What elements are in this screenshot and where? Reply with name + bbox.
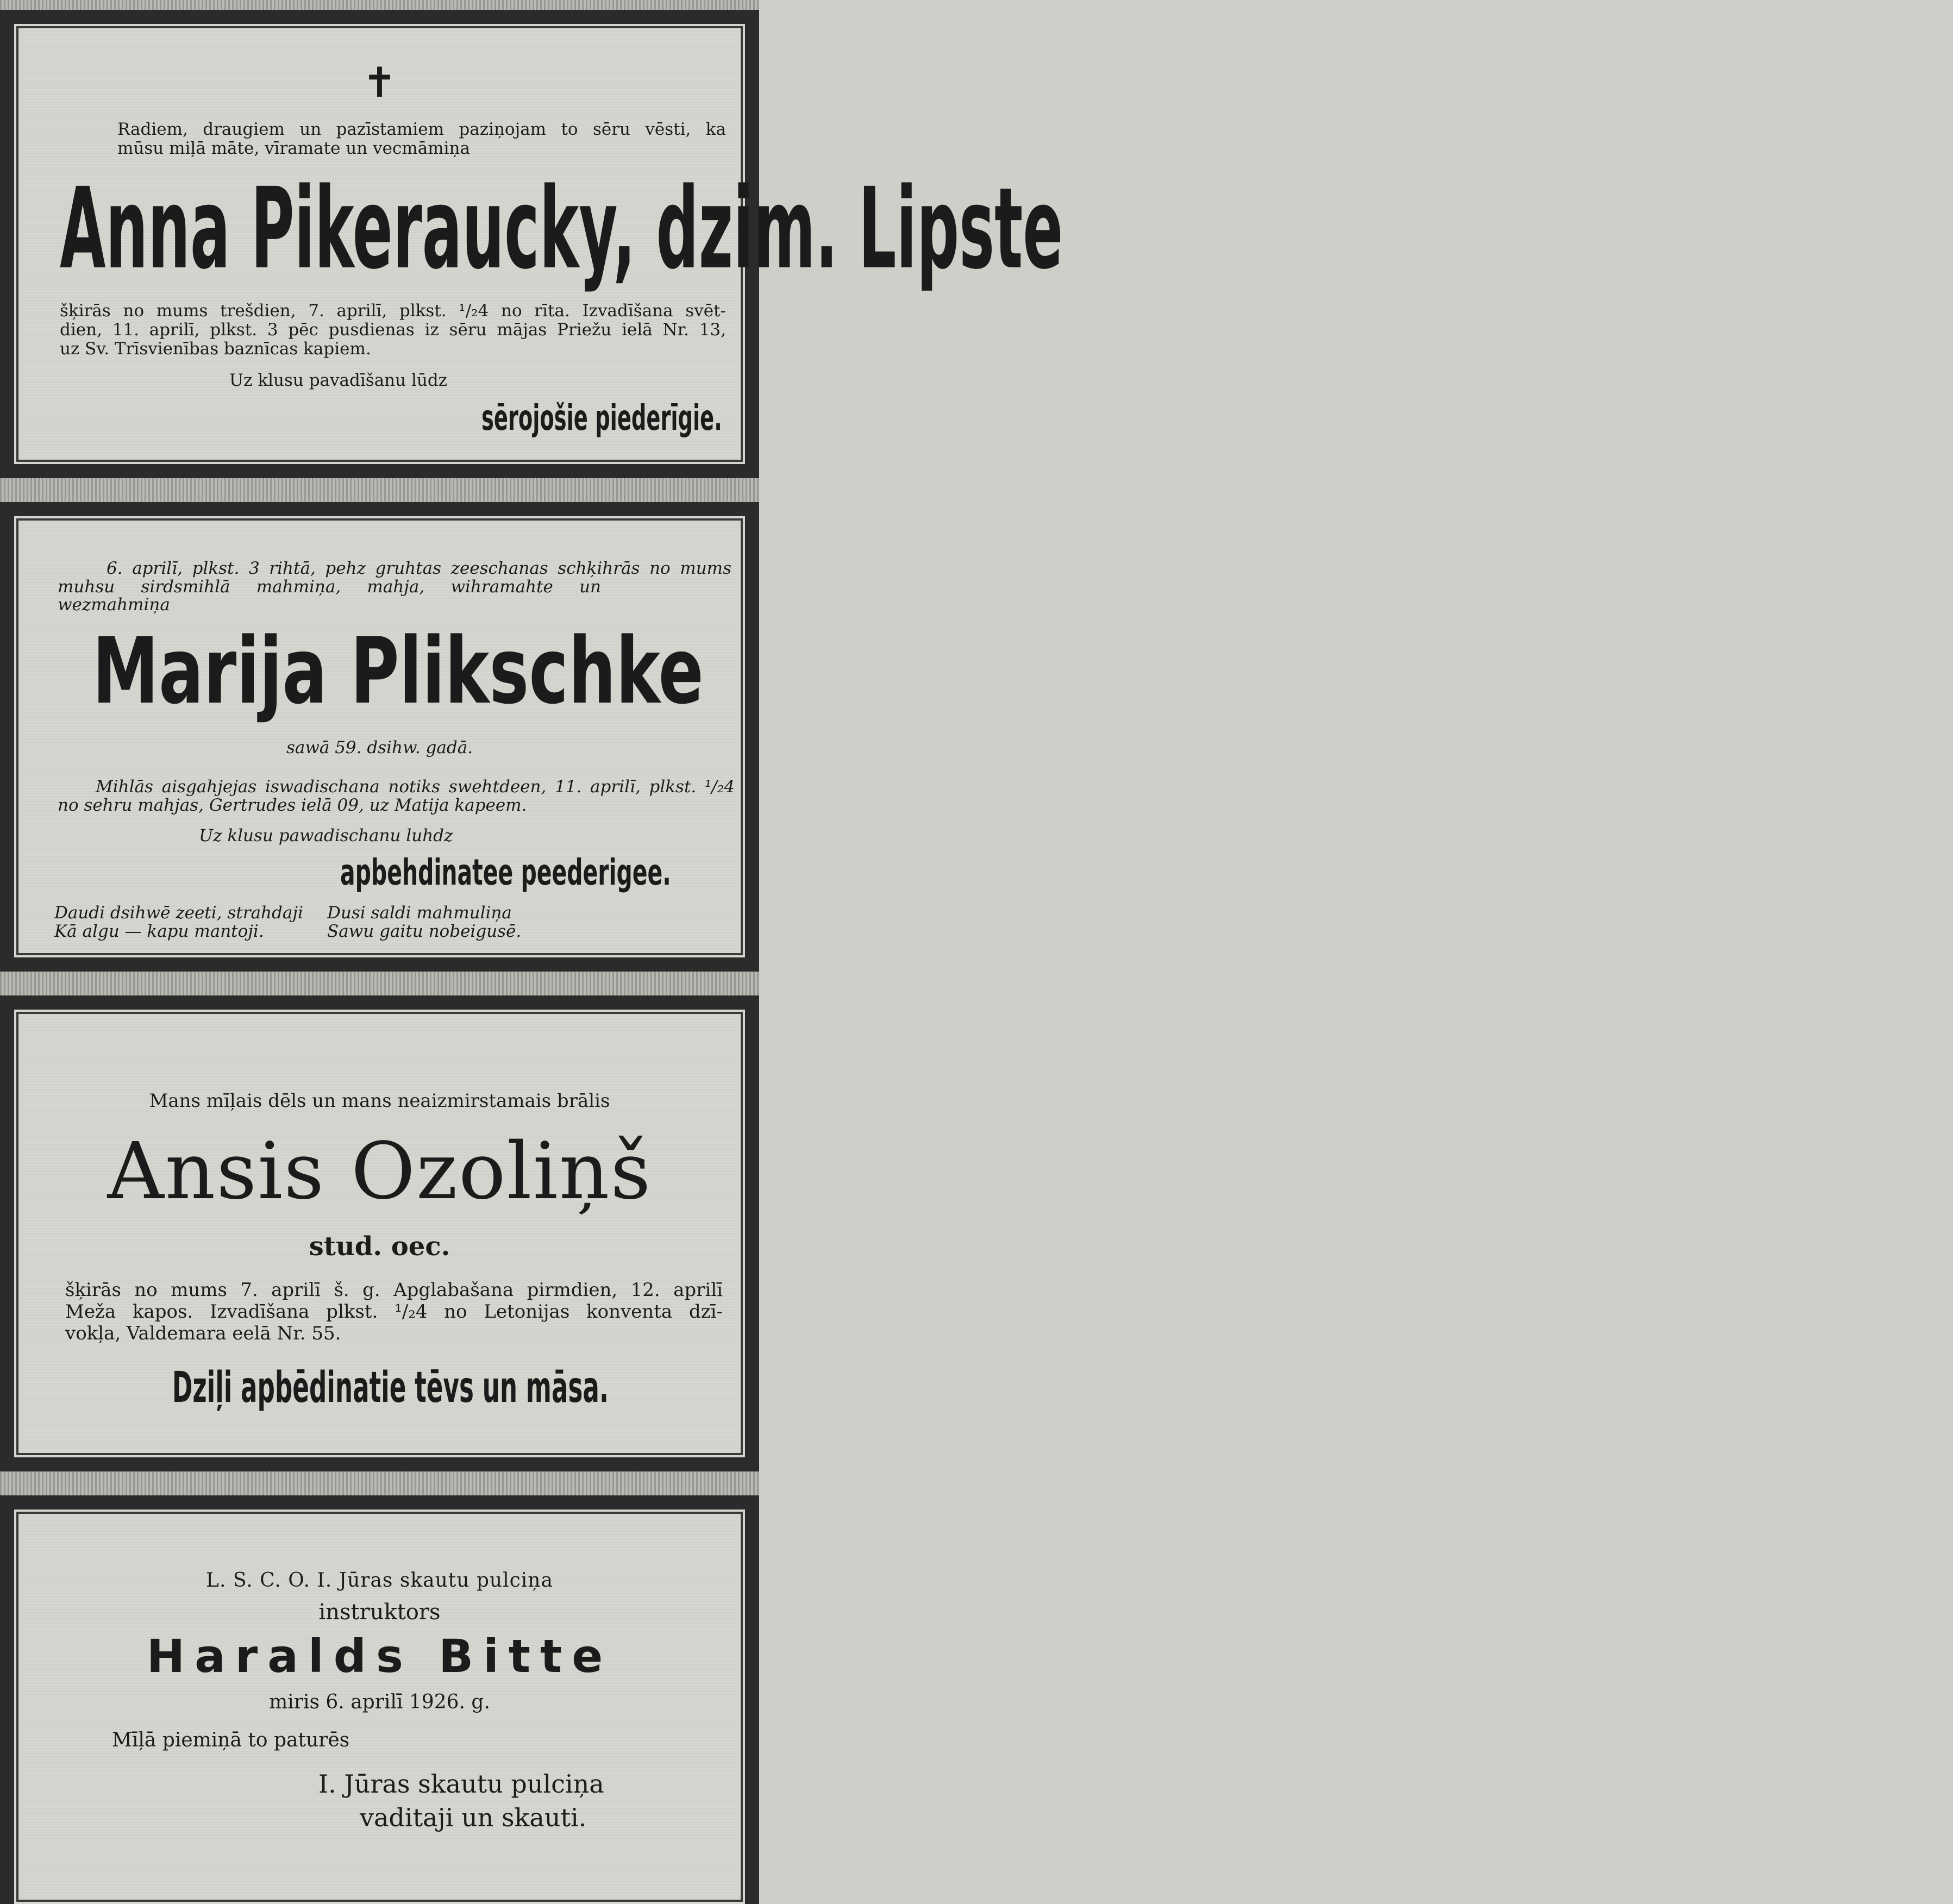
obituary-notice-2 — [0, 502, 759, 972]
verse-line: Dusi saldi mahmuliņa — [327, 903, 512, 923]
deceased-title: stud. oec. — [309, 1231, 450, 1262]
deceased-role: instruktors — [318, 1600, 441, 1625]
signature-line: vaditaji un skauti. — [360, 1803, 587, 1832]
notice-request: Uz klusu pawadischanu luhdz — [199, 826, 453, 845]
verse-line: Daudi dsihwē zeeti, strahdaji — [54, 903, 303, 923]
separator-2 — [0, 972, 759, 995]
verse-line: Sawu gaitu nobeigusē. — [327, 922, 522, 941]
separator-1 — [0, 478, 759, 502]
notice-body-line: šķirās no mums trešdien, 7. aprilī, plkst. ¹/₂4 no rīta. Izvadīšana svēt- — [60, 301, 726, 321]
notice-signature: apbehdinatee peederigee. — [340, 851, 671, 893]
top-border — [0, 0, 759, 10]
obituary-notice-3 — [0, 995, 759, 1471]
death-date: miris 6. aprilī 1926. g. — [269, 1691, 490, 1713]
cross-icon: ✝ — [362, 58, 397, 107]
notice-body-line: Meža kapos. Izvadīšana plkst. ¹/₂4 no Letonijas konventa dzī- — [65, 1301, 723, 1323]
notice-intro-line: Radiem, draugiem un pazīstamiem paziņojam to sēru vēsti, ka — [117, 120, 726, 139]
deceased-name: Marija Plikschke — [92, 618, 704, 724]
notice-request: Uz klusu pavadīšanu lūdz — [229, 371, 448, 390]
obituary-notice-1 — [0, 10, 1063, 478]
signature-line: I. Jūras skautu pulciņa — [318, 1769, 604, 1799]
notice-signature: sērojošie piederīgie. — [481, 398, 722, 439]
notice-intro-line: 6. aprilī, plkst. 3 rihtā, pehz gruhtas zeeschanas schķihrās no mums — [107, 559, 731, 578]
notice-intro: Mans mīļais dēls un mans neaizmirstamais brālis — [149, 1090, 610, 1112]
notice-body-line: šķirās no mums 7. aprilī š. g. Apglabašana pirmdien, 12. aprilī — [65, 1279, 723, 1301]
notice-body-line: dien, 11. aprilī, plkst. 3 pēc pusdienas iz sēru mājas Priežu ielā Nr. 13, — [60, 320, 726, 340]
deceased-name: Haralds Bitte — [146, 1630, 613, 1683]
verse-line: Kā algu — kapu mantoji. — [54, 922, 264, 941]
memory-line: Mīļā piemiņā to paturēs — [112, 1729, 350, 1751]
deceased-name: Anna Pikeraucky, dzim. Lipste — [60, 164, 1063, 294]
notice-intro-line: mūsu miļā māte, vīramate un vecmāmiņa — [117, 139, 470, 158]
notice-body-line: vokļa, Valdemara eelā Nr. 55. — [65, 1323, 341, 1344]
deceased-name: Ansis Ozoliņš — [107, 1125, 652, 1217]
notice-body-line: uz Sv. Trīsvienības baznīcas kapiem. — [60, 339, 371, 359]
deceased-age: sawā 59. dsihw. gadā. — [286, 738, 473, 757]
notice-intro-line: muhsu sirdsmihlā mahmiņa, mahja, wihramahte un wezmahmiņa — [58, 577, 601, 615]
notice-signature: Dziļi apbēdinatie tēvs un māsa. — [172, 1363, 609, 1412]
notice-body-line: no sehru mahjas, Gertrudes ielā 09, uz Matija kapeem. — [58, 796, 527, 815]
obituary-notice-4 — [0, 1495, 759, 1904]
organization-line: L. S. C. O. I. Jūras skautu pulciņa — [206, 1569, 553, 1592]
separator-3 — [0, 1471, 759, 1495]
notice-body-line: Mihlās aisgahjejas iswadischana notiks swehtdeen, 11. aprilī, plkst. ¹/₂4 — [96, 777, 735, 797]
